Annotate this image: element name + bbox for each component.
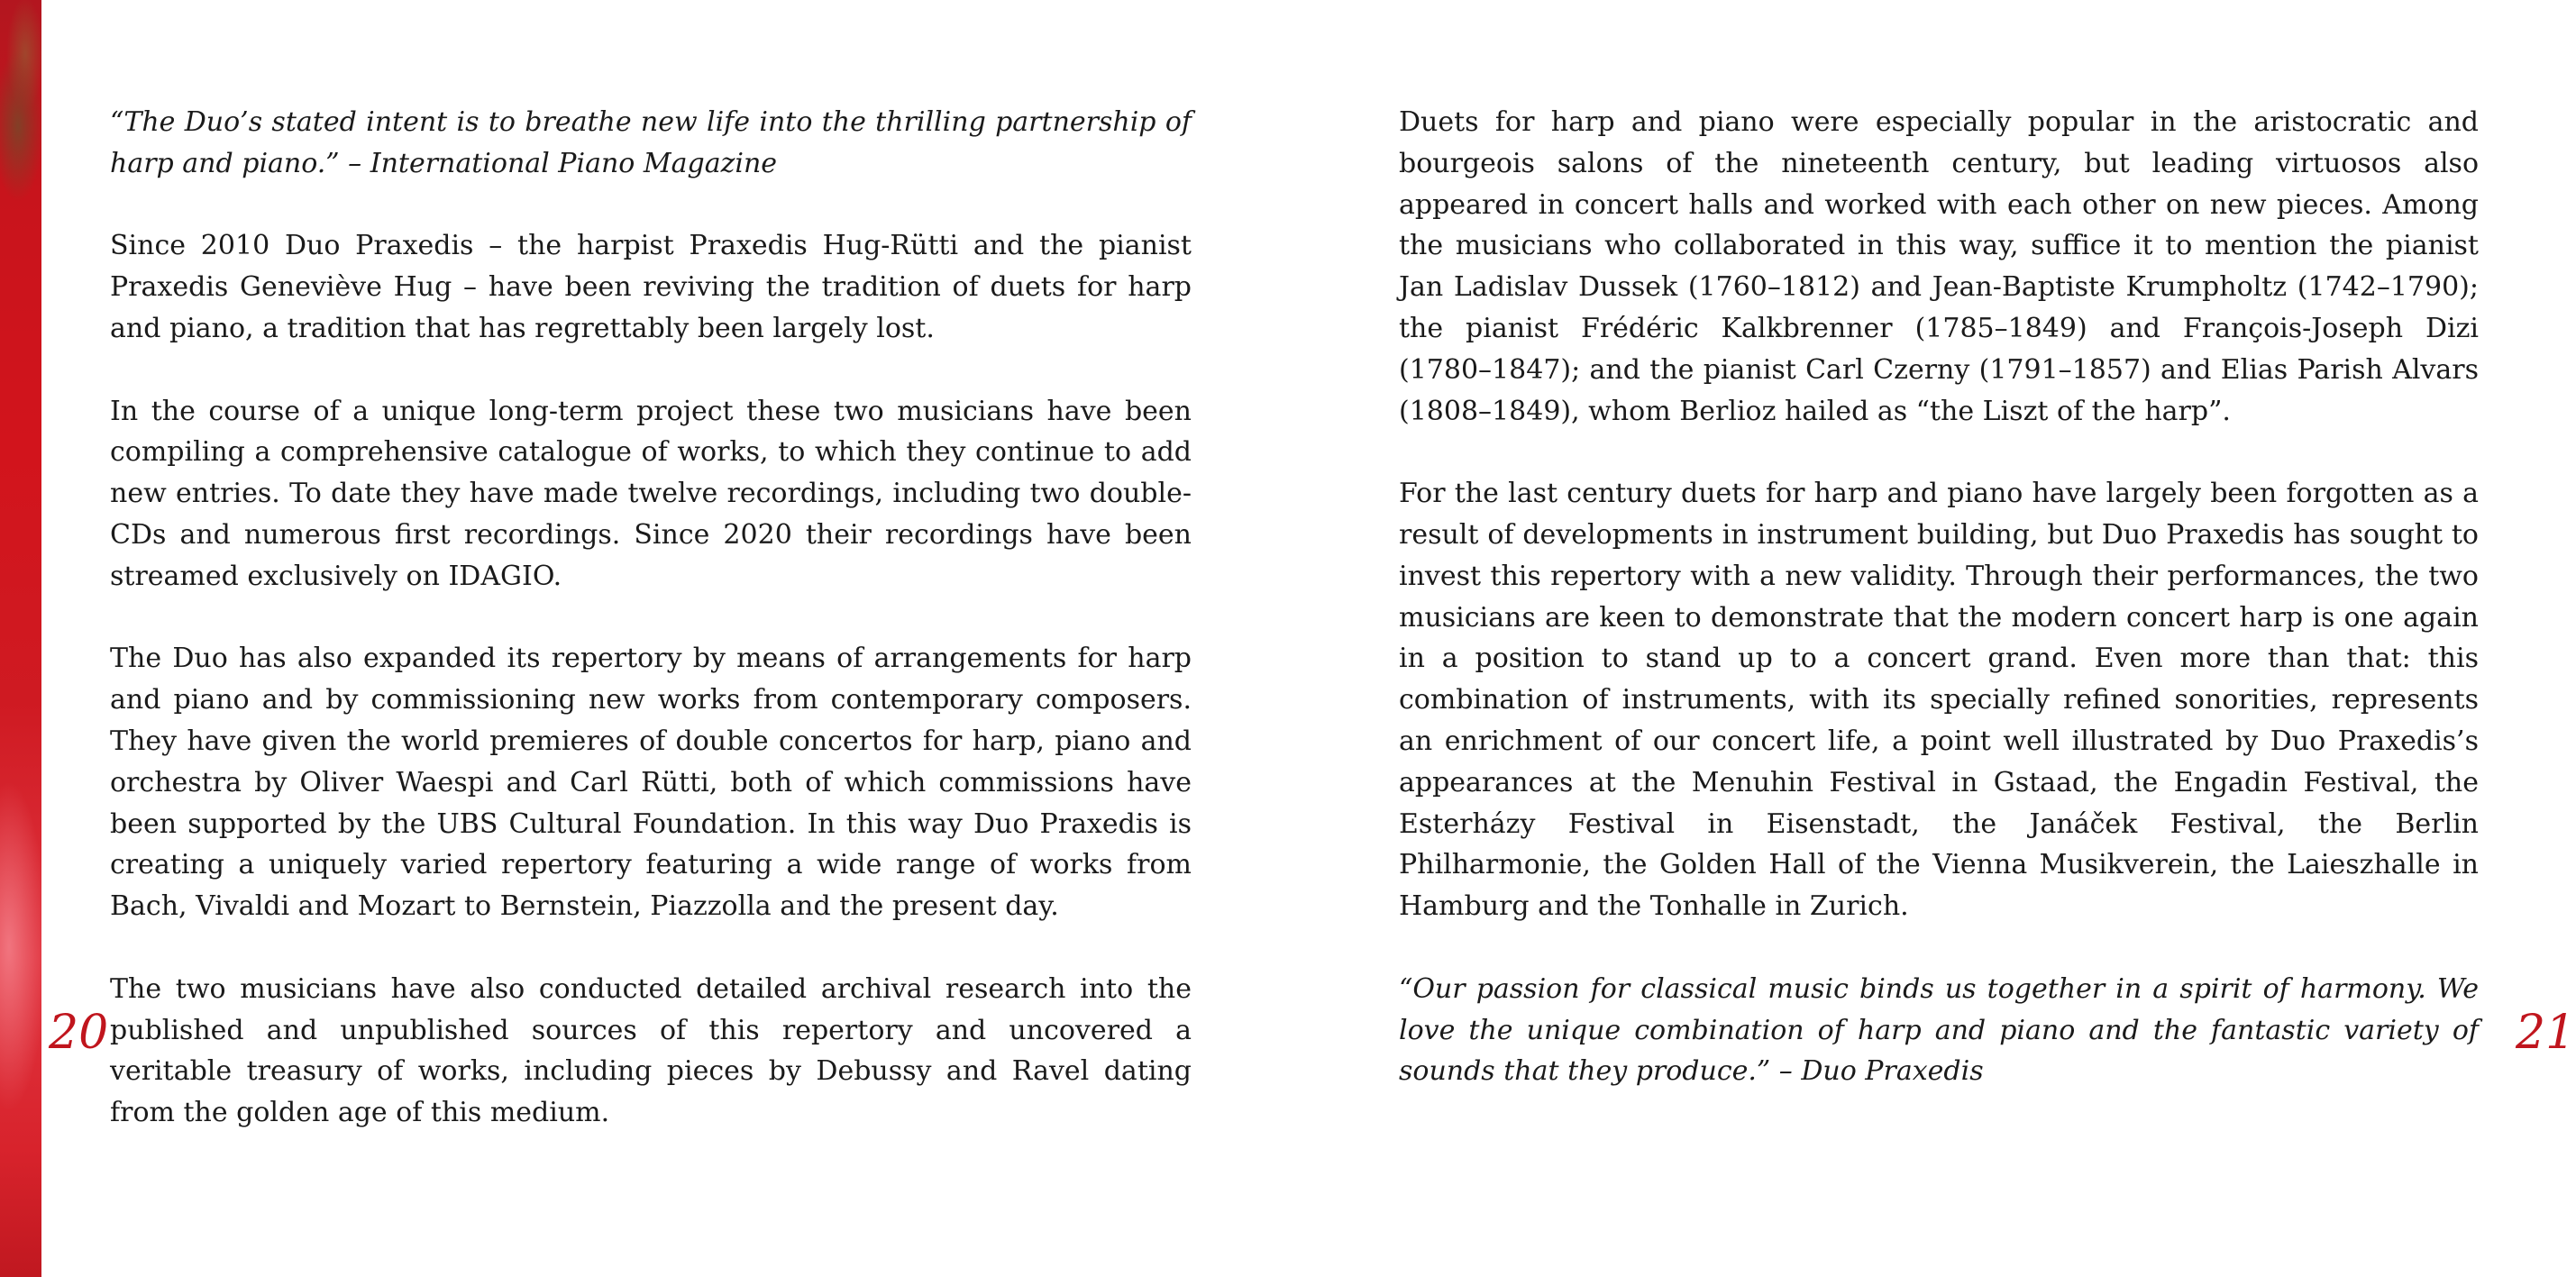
paragraph-project: In the course of a unique long-term project these two musicians have been compiling a comprehensive catalogue of works, to which they continue to add new entries. To date they have made twelve recordings, including two double-CDs and numerous first recordings. Since 2020 their recordings have been streamed exclusively on IDAGIO. xyxy=(110,395,1192,592)
paragraph-revival: For the last century duets for harp and piano have largely been forgotten as a result of developments in instrument building, but Duo Praxedis has sought to invest this repertory with a new validity. Through their performances, the two musicians are keen to demonstrate that the modern concert harp is one again in a position to stand up to a concert grand. Even more than that: this combination of instruments, with its specially refined sonorities, represents an enrichment of our concert life, a point well illustrated by Duo Praxedis’s appearances at the Menuhin Festival in Gstaad, the Engadin Festival, the Esterházy Festival in Eisenstadt, the Janáček Festival, the Berlin Philharmonie, the Golden Hall of the Vienna Musikverein, the Laieszhalle in Hamburg and the Tonhalle in Zurich. xyxy=(1399,478,2479,923)
left-page-text xyxy=(110,102,1192,1175)
paragraph-history: Duets for harp and piano were especially popular in the aristocratic and bourgeois salons of the nineteenth century, but leading virtuosos also appeared in concert halls and worked with each other on new pieces. Among the musicians who collaborated in this way, suffice it to mention the pianist Jan Ladislav Dussek (1760–1812) and Jean-Baptiste Krumpholtz (1742–1790); the pianist Frédéric Kalkbrenner (1785–1849) and François-Joseph Dizi (1780–1847); and the pianist Carl Czerny (1791–1857) and Elias Parish Alvars (1808–1849), whom Berlioz hailed as “the Liszt of the harp”. xyxy=(1399,106,2479,427)
paragraph-intro: Since 2010 Duo Praxedis – the harpist Praxedis Hug-Rütti and the pianist Praxedis Geneviève Hug – have been reviving the tradition of duets for harp and piano, a tradition that has regrettably been largely lost. xyxy=(110,230,1192,344)
right-page xyxy=(1288,0,2576,1277)
magazine-quote: “The Duo’s stated intent is to breathe new life into the thrilling partnership of harp and piano.” – International Piano Magazine xyxy=(110,106,1192,179)
paragraph-research: The two musicians have also conducted detailed archival research into the published and unpublished sources of this repertory and uncovered a veritable treasury of works, including pieces by Debussy and Ravel dating from the golden age of this medium. xyxy=(110,972,1192,1129)
red-floral-edge-image xyxy=(0,0,41,1277)
duo-quote: “Our passion for classical music binds us together in a spirit of harmony. We love the unique combination of harp and piano and the fantastic variety of sounds that they produce.” – Duo Praxedis xyxy=(1399,972,2479,1088)
left-page xyxy=(41,0,1288,1277)
page-number-left: 20 xyxy=(49,1006,109,1060)
paragraph-repertory: The Duo has also expanded its repertory by means of arrangements for harp and piano and by commissioning new works from contemporary composers. They have given the world premieres of double concertos for harp, piano and orchestra by Oliver Waespi and Carl Rütti, both of which commissions have been supported by the UBS Cultural Foundation. In this way Duo Praxedis is creating a uniquely varied repertory featuring a wide range of works from Bach, Vivaldi and Mozart to Bernstein, Piazzolla and the present day. xyxy=(110,643,1192,923)
page-number-right: 21 xyxy=(2516,1006,2576,1060)
right-page-text xyxy=(1399,102,2479,1134)
